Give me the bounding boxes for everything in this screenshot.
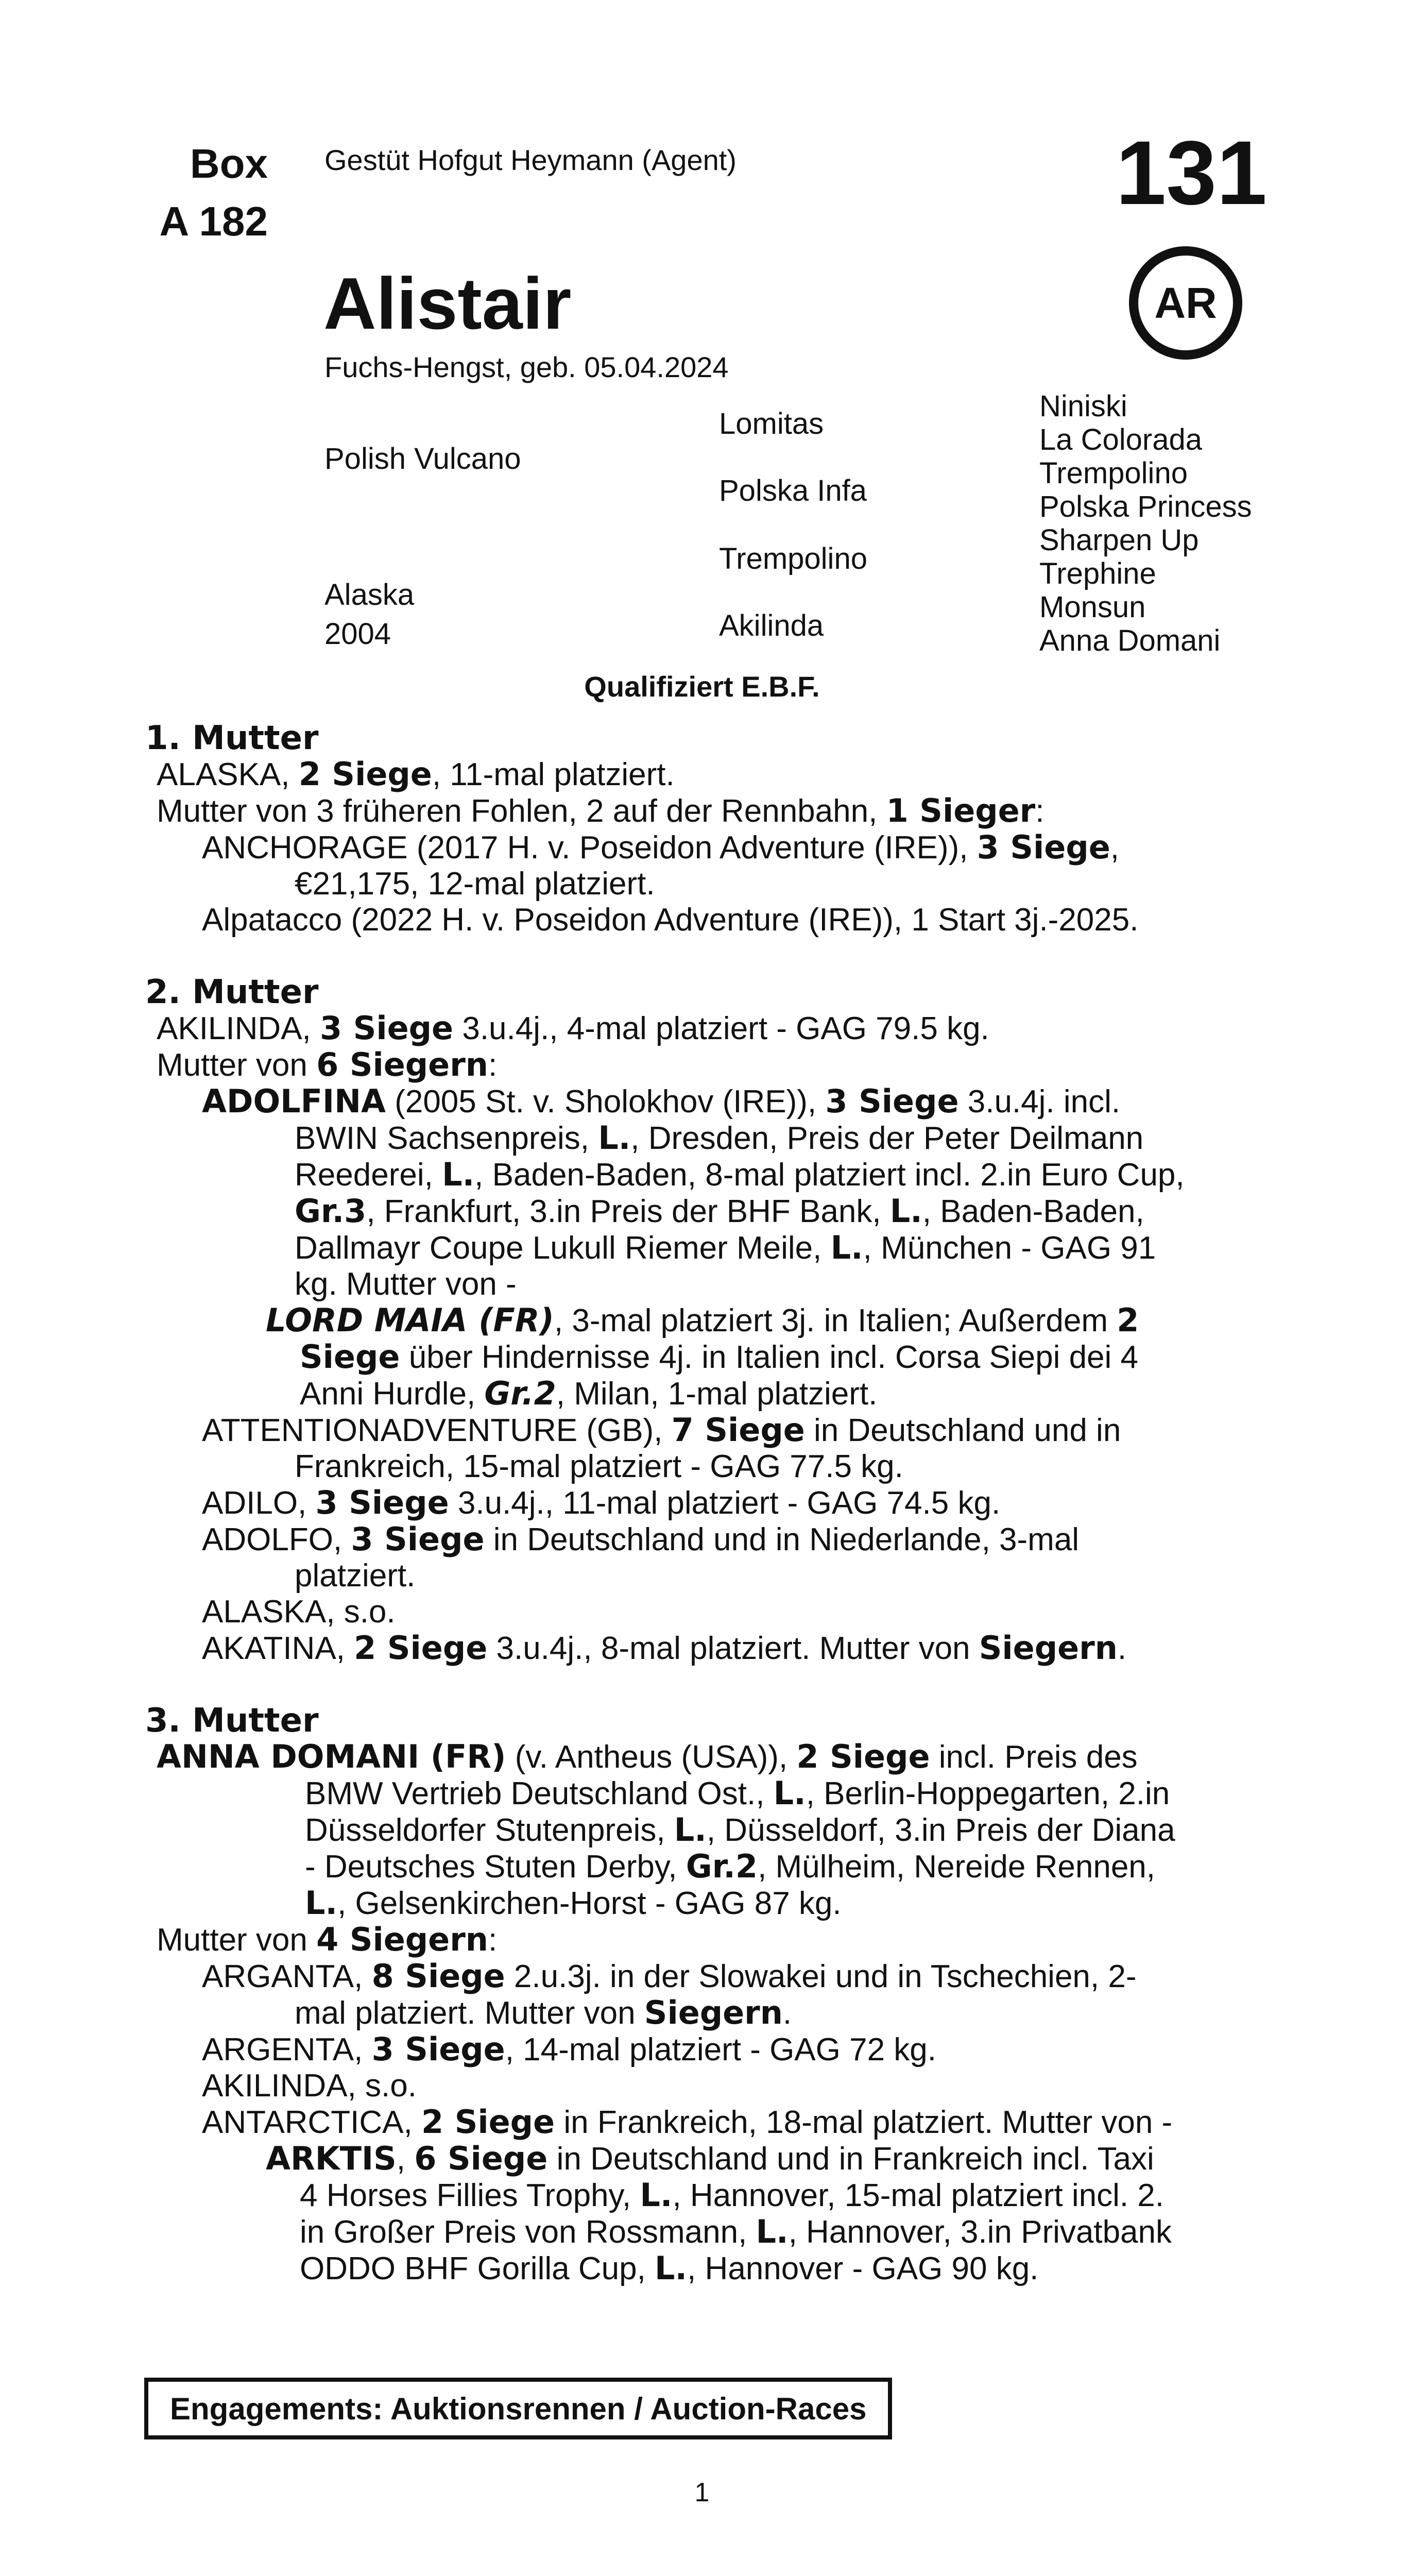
grand-offspring-arktis-cont: in Großer Preis von Rossmann, L., Hannover, 3.in Privatbank [300, 2213, 1172, 2250]
pedigree-gen3-5: Sharpen Up [1039, 523, 1199, 557]
offspring-adolfo-cont: platziert. [295, 1558, 416, 1594]
ar-badge [1129, 246, 1242, 360]
dam-record-line: ALASKA, 2 Siege, 11-mal platziert. [157, 755, 675, 793]
section-title-1: 1. Mutter [145, 719, 319, 757]
third-dam-record-cont: L., Gelsenkirchen-Horst - GAG 87 kg. [305, 1884, 842, 1922]
offspring-alaska-ref: ALASKA, s.o. [202, 1594, 396, 1630]
qualification-note: Qualifiziert E.B.F. [584, 670, 820, 703]
catalogue-body [145, 720, 1273, 2287]
horse-name: Alistair [323, 263, 572, 345]
pedigree-sire-dam: Polska Infa [719, 474, 867, 507]
second-dam-produce: Mutter von 6 Siegern: [157, 1046, 498, 1083]
third-dam-record-cont: Düsseldorfer Stutenpreis, L., Düsseldorf, 3.in Preis der Diana [305, 1811, 1175, 1849]
offspring-alpatacco: Alpatacco (2022 H. v. Poseidon Adventure (IRE)), 1 Start 3j.-2025. [202, 902, 1139, 938]
offspring-akatina: AKATINA, 2 Siege 3.u.4j., 8-mal platziert. Mutter von Siegern. [202, 1629, 1127, 1667]
offspring-adolfina-cont: Dallmayr Coupe Lukull Riemer Meile, L., München - GAG 91 [295, 1229, 1156, 1266]
pedigree-dam: Alaska [324, 578, 415, 612]
offspring-adolfina: ADOLFINA (2005 St. v. Sholokhov (IRE)), 3 Siege 3.u.4j. incl. [202, 1082, 1121, 1120]
grand-offspring-lord-maia-cont: Anni Hurdle, Gr.2, Milan, 1-mal platziert. [300, 1375, 878, 1412]
offspring-attentionadventure-cont: Frankreich, 15-mal platziert - GAG 77.5 kg. [295, 1449, 903, 1484]
pedigree-gen3-2: La Colorada [1039, 423, 1202, 456]
offspring-anchorage-cont: €21,175, 12-mal platziert. [295, 866, 655, 902]
ar-badge-label: AR [1154, 278, 1217, 327]
pedigree-dam-sire: Trempolino [719, 542, 867, 575]
box-label-line1: Box [190, 141, 268, 187]
grand-offspring-arktis-cont: 4 Horses Fillies Trophy, L., Hannover, 15-mal platziert incl. 2. [300, 2176, 1165, 2214]
second-dam-record: AKILINDA, 3 Siege 3.u.4j., 4-mal platziert - GAG 79.5 kg. [157, 1009, 989, 1047]
third-dam-produce: Mutter von 4 Siegern: [157, 1921, 498, 1958]
offspring-arganta: ARGANTA, 8 Siege 2.u.3j. in der Slowakei und in Tschechien, 2- [202, 1957, 1137, 1995]
pedigree-gen3-1: Niniski [1039, 389, 1127, 423]
pedigree-dam-year: 2004 [324, 617, 391, 651]
grand-offspring-arktis: ARKTIS, 6 Siege in Deutschland und in Frankreich incl. Taxi [266, 2140, 1154, 2177]
offspring-adolfina-cont: Gr.3, Frankfurt, 3.in Preis der BHF Bank, L., Baden-Baden, [295, 1192, 1144, 1230]
offspring-adolfo: ADOLFO, 3 Siege in Deutschland und in Niederlande, 3-mal [202, 1520, 1080, 1558]
offspring-attentionadventure: ATTENTIONADVENTURE (GB), 7 Siege in Deutschland und in [202, 1411, 1121, 1449]
offspring-antarctica: ANTARCTICA, 2 Siege in Frankreich, 18-mal platziert. Mutter von - [202, 2103, 1173, 2141]
pedigree-dam-dam: Akilinda [719, 609, 824, 642]
pedigree-sire-sire: Lomitas [719, 407, 824, 440]
box-number [82, 135, 268, 250]
pedigree-gen3-7: Monsun [1039, 590, 1146, 624]
offspring-adolfina-cont: kg. Mutter von - [295, 1266, 517, 1302]
pedigree-gen3-6: Trephine [1039, 557, 1156, 590]
third-dam-record: ANNA DOMANI (FR) (v. Antheus (USA)), 2 Siege incl. Preis des [157, 1738, 1138, 1775]
page-number: 1 [694, 2478, 710, 2507]
section-title-3: 3. Mutter [145, 1702, 319, 1740]
section-title-2: 2. Mutter [145, 973, 319, 1011]
grand-offspring-arktis-cont: ODDO BHF Gorilla Cup, L., Hannover - GAG 90 kg. [300, 2249, 1039, 2287]
offspring-adolfina-cont: BWIN Sachsenpreis, L., Dresden, Preis der Peter Deilmann [295, 1119, 1144, 1157]
offspring-argenta: ARGENTA, 3 Siege, 14-mal platziert - GAG 72 kg. [202, 2030, 936, 2068]
offspring-anchorage: ANCHORAGE (2017 H. v. Poseidon Adventure (IRE)), 3 Siege, [202, 828, 1120, 866]
third-dam-record-cont: BMW Vertrieb Deutschland Ost., L., Berlin-Hoppegarten, 2.in [305, 1774, 1170, 1812]
box-label-line2: A 182 [159, 198, 268, 244]
offspring-arganta-cont: mal platziert. Mutter von Siegern. [295, 1994, 792, 2031]
offspring-adilo: ADILO, 3 Siege 3.u.4j., 11-mal platziert - GAG 74.5 kg. [202, 1484, 1001, 1521]
pedigree-gen3-8: Anna Domani [1039, 624, 1221, 657]
pedigree-gen3-4: Polska Princess [1039, 490, 1252, 523]
agent-name: Gestüt Hofgut Heymann (Agent) [324, 144, 737, 176]
pedigree-gen3-3: Trempolino [1039, 456, 1188, 490]
offspring-akilinda-ref: AKILINDA, s.o. [202, 2068, 417, 2104]
grand-offspring-lord-maia-cont: Siege über Hindernisse 4j. in Italien incl. Corsa Siepi dei 4 [300, 1338, 1139, 1376]
dam-produce-line: Mutter von 3 früheren Fohlen, 2 auf der Rennbahn, 1 Sieger: [157, 792, 1045, 829]
engagements-box [144, 2378, 892, 2439]
third-dam-record-cont: - Deutsches Stuten Derby, Gr.2, Mülheim, Nereide Rennen, [305, 1848, 1156, 1885]
engagements-label: Engagements: Auktionsrennen / Auction-Races [170, 2391, 867, 2426]
pedigree-sire: Polish Vulcano [324, 442, 521, 476]
horse-info: Fuchs-Hengst, geb. 05.04.2024 [324, 351, 729, 383]
grand-offspring-lord-maia: LORD MAIA (FR), 3-mal platziert 3j. in Italien; Außerdem 2 [266, 1301, 1139, 1339]
offspring-adolfina-cont: Reederei, L., Baden-Baden, 8-mal platziert incl. 2.in Euro Cup, [295, 1156, 1185, 1193]
lot-number: 131 [1116, 123, 1267, 224]
